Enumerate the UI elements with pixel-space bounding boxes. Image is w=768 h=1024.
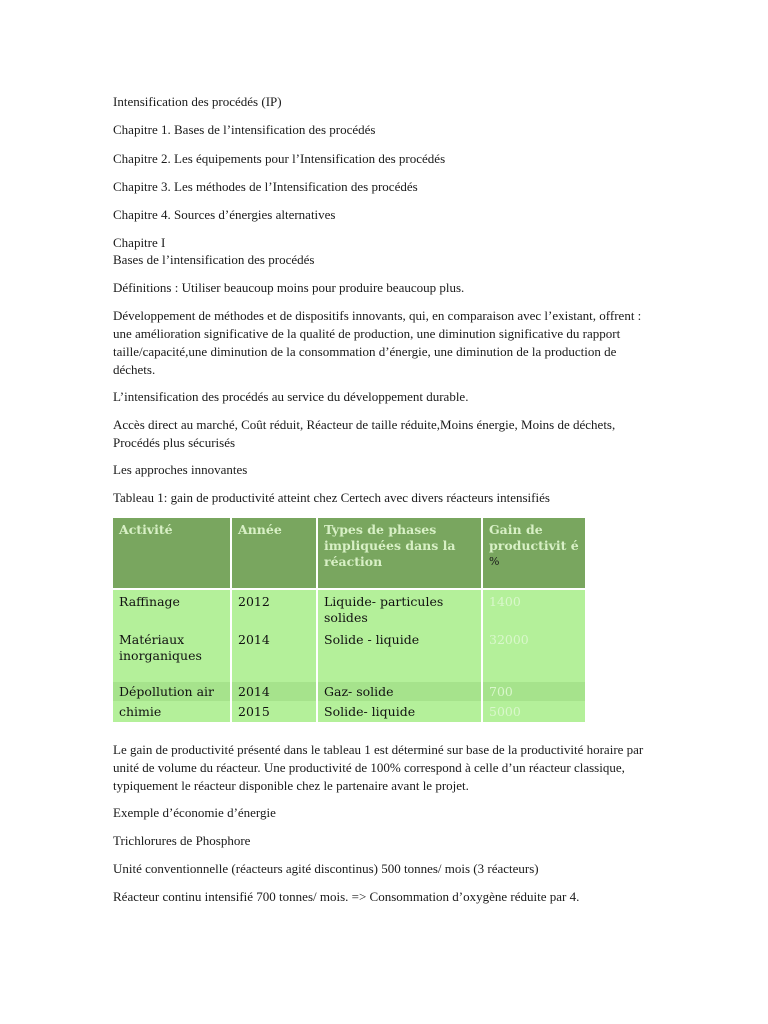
benefits-paragraph: Accès direct au marché, Coût réduit, Réacteur de taille réduite,Moins énergie, Moins de déchets, Procédés plus sécurisés [113, 417, 616, 450]
chapter-1-line: Chapitre 1. Bases de l’intensification des procédés [113, 122, 376, 137]
cell-gain: 32000 [482, 628, 585, 682]
header-annee: Année [231, 518, 317, 589]
chapter-3-line: Chapitre 3. Les méthodes de l’Intensification des procédés [113, 179, 418, 194]
cell-annee: 2014 [231, 628, 317, 682]
cell-annee: 2014 [231, 682, 317, 701]
header-gain [482, 518, 585, 589]
productivity-table [113, 518, 585, 722]
cell-phases: Solide - liquide [317, 628, 482, 682]
compound-line: Trichlorures de Phosphore [113, 833, 251, 848]
cell-activite: Matériaux inorganiques [113, 628, 231, 682]
cell-gain: 5000 [482, 701, 585, 722]
chapter-4-line: Chapitre 4. Sources d’énergies alternatives [113, 207, 336, 222]
table-row [113, 682, 585, 701]
cell-gain: 700 [482, 682, 585, 701]
table-row [113, 589, 585, 628]
sustainable-paragraph: L’intensification des procédés au service du développement durable. [113, 389, 469, 404]
intensified-reactor-line: Réacteur continu intensifié 700 tonnes/ mois. => Consommation d’oxygène réduite par 4. [113, 889, 580, 904]
chapter-2-line: Chapitre 2. Les équipements pour l’Intensification des procédés [113, 151, 446, 166]
cell-activite: chimie [113, 701, 231, 722]
cell-annee: 2012 [231, 589, 317, 628]
table-row [113, 701, 585, 722]
definitions-paragraph: Définitions : Utiliser beaucoup moins pour produire beaucoup plus. [113, 280, 465, 295]
cell-phases: Solide- liquide [317, 701, 482, 722]
approaches-heading: Les approches innovantes [113, 462, 248, 477]
energy-example-heading: Exemple d’économie d’énergie [113, 805, 276, 820]
table-row [113, 628, 585, 682]
gain-explanation-paragraph: Le gain de productivité présenté dans le tableau 1 est déterminé sur base de la productivité horaire par unité de volume du réacteur. Une productivité de 100% correspond à celle d’un réacteur classique, typiquement le réacteur disponible chez le partenaire avant le projet. [113, 742, 644, 793]
header-types-phases: Types de phases impliquées dans la réaction [317, 518, 482, 589]
chapter-heading: Chapitre I [113, 235, 166, 250]
development-paragraph: Développement de méthodes et de dispositifs innovants, qui, en comparaison avec l’existant, offrent : une amélioration significative de la qualité de production, une diminution significative du rapport taille/capacité,une diminution de la consommation d’énergie, une diminution de la production de déchets. [113, 308, 642, 377]
cell-activite: Dépollution air [113, 682, 231, 701]
cell-phases: Gaz- solide [317, 682, 482, 701]
chapter-subtitle: Bases de l’intensification des procédés [113, 252, 315, 267]
document-title: Intensification des procédés (IP) [113, 94, 282, 109]
cell-phases: Liquide- particules solides [317, 589, 482, 628]
cell-activite: Raffinage [113, 589, 231, 628]
conventional-unit-line: Unité conventionnelle (réacteurs agité discontinus) 500 tonnes/ mois (3 réacteurs) [113, 861, 539, 876]
table-header-row [113, 518, 585, 589]
header-gain-unit: % [489, 555, 500, 568]
cell-annee: 2015 [231, 701, 317, 722]
header-gain-label: Gain de productivit é [489, 522, 579, 553]
table-caption: Tableau 1: gain de productivité atteint chez Certech avec divers réacteurs intensifiés [113, 490, 550, 505]
cell-gain: 1400 [482, 589, 585, 628]
header-activite: Activité [113, 518, 231, 589]
